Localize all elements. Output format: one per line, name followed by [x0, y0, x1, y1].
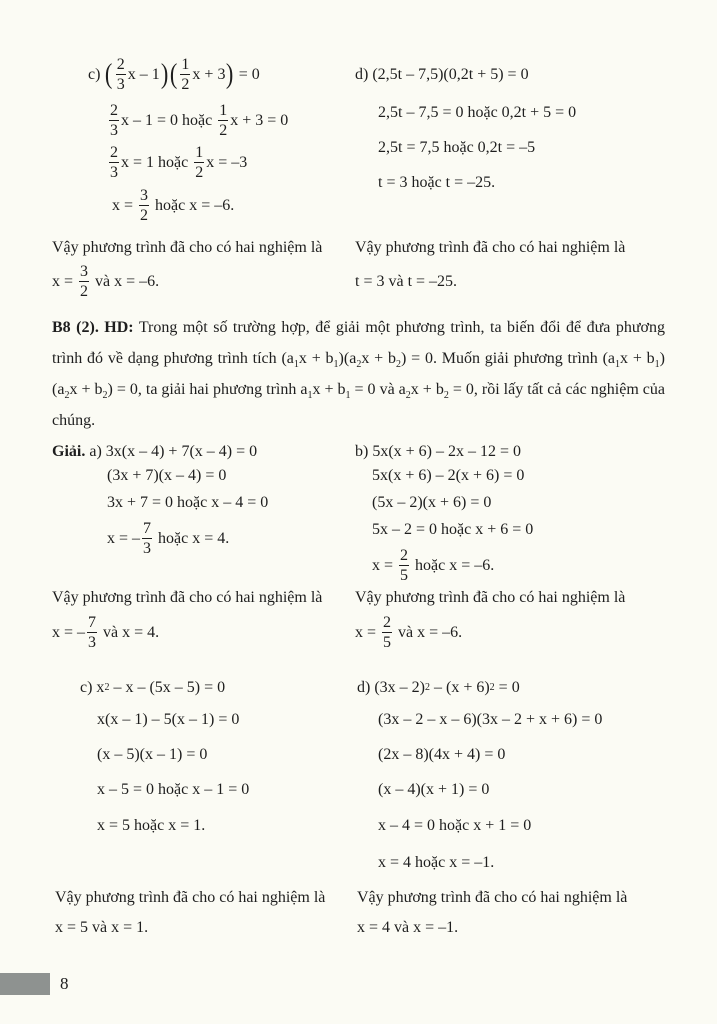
conclusion-bottom-d-text	[357, 889, 627, 907]
denominator: 5	[400, 567, 409, 584]
math-text: a) 3x(x – 4) + 7(x – 4) = 0	[85, 442, 258, 460]
bottom-d-line-2	[378, 711, 602, 729]
math-text: x – 5 = 0 hoặc x – 1 = 0	[97, 780, 250, 798]
math-text: = 0 và a	[350, 381, 406, 398]
conclusion-bottom-c-text	[55, 889, 325, 907]
conclusion-d-text	[355, 239, 625, 257]
math-text: x = 1 hoặc	[121, 153, 193, 171]
page-number-bar	[0, 973, 50, 995]
eq-d-line-3	[378, 139, 535, 157]
math-text: (2x – 8)(4x + 4) = 0	[378, 745, 506, 763]
fraction	[180, 57, 190, 93]
math-text: x =	[112, 196, 138, 214]
numerator: 7	[88, 614, 97, 631]
giai-b-line-3	[372, 494, 491, 512]
numerator: 2	[383, 614, 392, 631]
denominator: 3	[110, 164, 118, 181]
giai-a-line-2	[107, 467, 226, 485]
conclusion-a-text	[52, 589, 322, 607]
fraction	[382, 615, 392, 651]
subscript: 1	[307, 390, 313, 402]
math-text: d) (2,5t – 7,5)(0,2t + 5) = 0	[355, 65, 529, 83]
math-text: Vậy phương trình đã cho có hai nghiệm là	[355, 588, 626, 606]
subscript: 1	[654, 359, 660, 371]
subscript: 2	[443, 390, 449, 402]
math-text: x = 4 và x = –1.	[357, 918, 459, 936]
denominator: 2	[195, 164, 204, 181]
math-text: x + b	[312, 381, 346, 398]
numerator: 3	[80, 263, 89, 280]
math-text: Vậy phương trình đã cho có hai nghiệm là	[357, 888, 628, 906]
math-text: t = 3 hoặc t = –25.	[378, 173, 496, 191]
conclusion-bottom-c-solution	[55, 919, 148, 937]
parenthesis: (	[105, 59, 113, 90]
page-number: 8	[60, 974, 69, 993]
math-text: Vậy phương trình đã cho có hai nghiệm là	[55, 888, 326, 906]
numerator: 1	[219, 102, 228, 119]
giai-b-line-1	[355, 443, 521, 461]
math-text: x + 3 = 0	[230, 111, 289, 129]
numerator: 3	[140, 187, 149, 204]
math-text: d) (3x – 2)	[357, 678, 425, 696]
math-text: t = 3 và t = –25.	[355, 272, 458, 290]
math-text: x = –	[52, 623, 86, 641]
math-text: hoặc x = –6.	[411, 556, 495, 574]
b8-hint-paragraph	[52, 312, 665, 436]
subscript: 2	[405, 390, 411, 402]
math-text: x – 4 = 0 hoặc x + 1 = 0	[378, 816, 532, 834]
denominator: 3	[116, 76, 125, 93]
conclusion-c-solution	[52, 264, 159, 300]
math-text: x + b	[298, 350, 334, 367]
math-text: Vậy phương trình đã cho có hai nghiệm là	[355, 238, 626, 256]
bold-label: Giải.	[52, 442, 86, 460]
math-text: 2,5t = 7,5 hoặc 0,2t = –5	[378, 138, 536, 156]
math-text: x = 4 hoặc x = –1.	[378, 853, 495, 871]
math-text: hoặc x = –6.	[151, 196, 235, 214]
subscript: 2	[64, 390, 70, 402]
math-text: )(a	[52, 350, 665, 398]
math-text: = 0, rồi lấy tất cả các nghiệm của chúng.	[52, 381, 665, 429]
eq-d-line-4	[378, 174, 495, 192]
conclusion-d-solution	[355, 273, 457, 291]
eq-d-line-2	[378, 104, 576, 122]
math-text: x =	[355, 623, 381, 641]
eq-c-line-4	[112, 188, 234, 224]
bottom-d-line-4	[378, 781, 489, 799]
math-text: x = –3	[206, 153, 248, 171]
conclusion-c-text	[52, 239, 322, 257]
math-text: (x – 4)(x + 1) = 0	[378, 780, 490, 798]
subscript: 1	[293, 359, 299, 371]
math-text: x =	[52, 272, 78, 290]
denominator: 3	[143, 540, 152, 557]
math-text: – (x + 6)	[429, 678, 490, 696]
parenthesis: )	[160, 59, 169, 90]
numerator: 2	[110, 102, 118, 119]
bottom-d-line-5	[378, 817, 531, 835]
giai-a-line-1	[52, 443, 257, 461]
bottom-c-line-3	[97, 746, 207, 764]
math-text: x + b	[69, 381, 103, 398]
fraction	[87, 615, 97, 651]
math-text: Trong một số trường hợp, để giải một phương trình, ta biến đổi để đưa phương trình đó về dạng phương trình tích (a	[52, 319, 665, 367]
math-text: và x = –6.	[394, 623, 463, 641]
subscript: 1	[333, 359, 339, 371]
conclusion-a-solution	[52, 615, 159, 651]
fraction	[142, 521, 152, 557]
subscript: 1	[615, 359, 621, 371]
math-text: 2,5t – 7,5 = 0 hoặc 0,2t + 5 = 0	[378, 103, 577, 121]
math-text: – x – (5x – 5) = 0	[109, 678, 226, 696]
bottom-d-line-3	[378, 746, 505, 764]
math-text: x(x – 1) – 5(x – 1) = 0	[97, 710, 240, 728]
math-text: x – 1 = 0 hoặc	[121, 111, 217, 129]
numerator: 2	[116, 56, 125, 73]
eq-c-line-2	[107, 103, 288, 139]
bottom-c-line-5	[97, 817, 205, 835]
denominator: 2	[219, 122, 228, 139]
math-text: = 0	[234, 65, 260, 83]
giai-b-line-4	[372, 521, 533, 539]
math-text: (3x – 2 – x – 6)(3x – 2 + x + 6) = 0	[378, 710, 603, 728]
math-text: và x = 4.	[99, 623, 160, 641]
bottom-c-line-2	[97, 711, 239, 729]
fraction	[79, 264, 89, 300]
math-text: ) = 0. Muốn giải phương trình (a	[400, 350, 616, 367]
math-text: 5x(x + 6) – 2(x + 6) = 0	[372, 466, 525, 484]
conclusion-b-solution	[355, 615, 462, 651]
parenthesis: )	[226, 59, 234, 90]
bottom-d-line-6	[378, 854, 494, 872]
fraction	[194, 145, 204, 181]
giai-a-line-4	[107, 521, 229, 557]
subscript: 1	[345, 390, 351, 402]
denominator: 3	[110, 122, 118, 139]
math-text: x – 1	[127, 65, 160, 83]
subscript: 2	[356, 359, 362, 371]
denominator: 2	[80, 283, 89, 300]
math-text: Vậy phương trình đã cho có hai nghiệm là	[52, 238, 323, 256]
denominator: 5	[383, 634, 392, 651]
numerator: 2	[400, 547, 409, 564]
math-text: (5x – 2)(x + 6) = 0	[372, 493, 492, 511]
parenthesis: (	[170, 59, 178, 90]
math-text: và x = –6.	[91, 272, 160, 290]
math-text: = 0	[494, 678, 520, 696]
math-text: x = 5 hoặc x = 1.	[97, 816, 206, 834]
math-text: x + b	[620, 350, 655, 367]
math-text: x + b	[410, 381, 444, 398]
subscript: 2	[395, 359, 401, 371]
conclusion-bottom-d-solution	[357, 919, 458, 937]
numerator: 1	[181, 56, 190, 73]
denominator: 2	[140, 207, 149, 224]
math-text: ) = 0, ta giải hai phương trình a	[107, 381, 308, 398]
bottom-c-line-4	[97, 781, 249, 799]
math-text: x + 3	[192, 65, 226, 83]
numerator: 7	[143, 520, 152, 537]
bottom-d-line-1: d) (3x – 2) 2 – (x + 6) 2 = 0	[357, 678, 520, 696]
eq-c-line-1	[88, 57, 260, 93]
fraction	[109, 103, 119, 139]
giai-b-line-5	[372, 548, 494, 584]
numerator: 1	[195, 144, 204, 161]
fraction	[218, 103, 228, 139]
math-text: x = 5 và x = 1.	[55, 918, 149, 936]
math-text: x =	[372, 556, 398, 574]
math-text: 3x + 7 = 0 hoặc x – 4 = 0	[107, 493, 269, 511]
numerator: 2	[110, 144, 118, 161]
subscript: 2	[102, 390, 108, 402]
bold-label: B8 (2). HD:	[52, 319, 134, 336]
fraction	[139, 188, 149, 224]
math-text: x = –	[107, 529, 141, 547]
math-text: )(a	[338, 350, 357, 367]
eq-d-line-1	[355, 66, 529, 84]
bottom-c-line-1: c) x 2 – x – (5x – 5) = 0	[80, 678, 226, 696]
eq-c-line-3	[107, 145, 247, 181]
math-text: Vậy phương trình đã cho có hai nghiệm là	[52, 588, 323, 606]
math-text: x + b	[361, 350, 396, 367]
math-text: 5x – 2 = 0 hoặc x + 6 = 0	[372, 520, 534, 538]
fraction	[399, 548, 409, 584]
math-text: (x – 5)(x – 1) = 0	[97, 745, 208, 763]
math-text: (3x + 7)(x – 4) = 0	[107, 466, 227, 484]
math-text: hoặc x = 4.	[154, 529, 230, 547]
fraction	[109, 145, 119, 181]
giai-b-line-2	[372, 467, 524, 485]
math-text: c)	[88, 65, 105, 83]
math-text: b) 5x(x + 6) – 2x – 12 = 0	[355, 442, 522, 460]
math-text: c) x	[80, 678, 105, 696]
denominator: 2	[181, 76, 190, 93]
denominator: 3	[88, 634, 97, 651]
conclusion-b-text	[355, 589, 625, 607]
fraction	[116, 57, 126, 93]
giai-a-line-3	[107, 494, 268, 512]
